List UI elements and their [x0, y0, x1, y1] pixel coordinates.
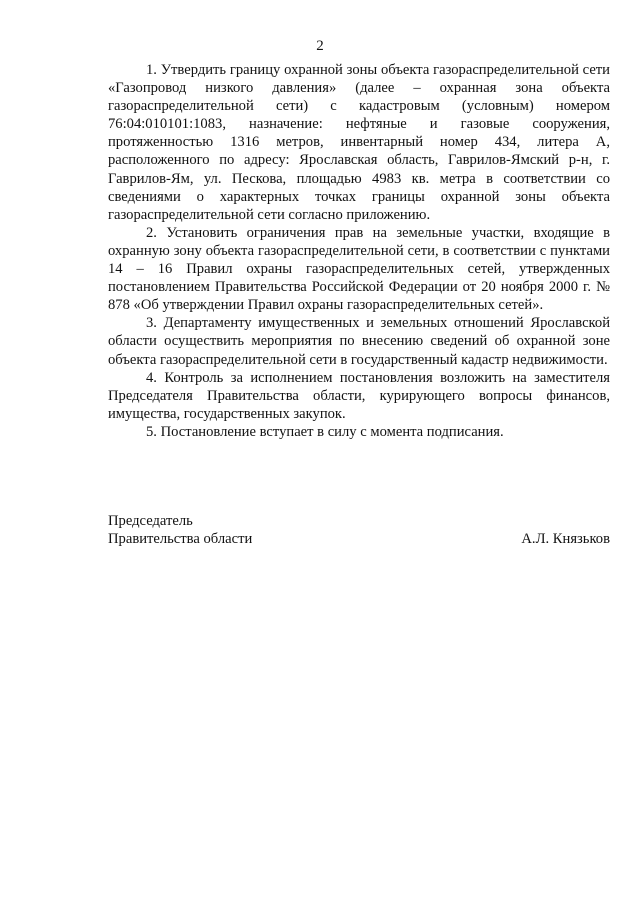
- signature-row: [108, 530, 610, 548]
- paragraph-4: 4. Контроль за исполнением постановления возложить на заместителя Председателя Правительства области, курирующего вопросы финансов, имущества, государственных закупок.: [108, 369, 610, 422]
- signatory-title-line2: Правительства области: [108, 531, 253, 547]
- paragraph-1: 1. Утвердить границу охранной зоны объекта газораспределительной сети «Газопровод низкого давления» (далее – охранная зона объекта газораспределительной сети) с кадастровым (условным) номером 76:04:010101:1083, назначение: нефтяные и газовые сооружения, протяженностью 1316 метров, инвентарный номер 434, литера А, расположенного по адресу: Ярославская область, Гаврилов-Ямский р-н, г. Гаврилов-Ям, ул. Пескова, площадью 4983 кв. метра в соответствии со сведениями о характерных точках границы охранной зоны объекта газораспределительной сети согласно приложению.: [108, 62, 610, 223]
- signatory-name: А.Л. Князьков: [521, 531, 610, 547]
- paragraph-5: 5. Постановление вступает в силу с момента подписания.: [146, 423, 504, 440]
- signature-block: [108, 512, 610, 548]
- paragraph-2: 2. Установить ограничения прав на земельные участки, входящие в охранную зону объекта газораспределительной сети, в соответствии с пунктами 14 – 16 Правил охраны газораспределительных сетей, утвержденных постановлением Правительства Российской Федерации от 20 ноября 2000 г. № 878 «Об утверждении Правил охраны газораспределительных сетей».: [108, 224, 610, 314]
- signatory-title-line1: Председатель: [108, 513, 193, 529]
- page-number: 2: [316, 38, 324, 54]
- paragraph-3: 3. Департаменту имущественных и земельных отношений Ярославской области осуществить мероприятия по внесению сведений об охранной зоне объекта газораспределительной сети в государственный кадастр недвижимости.: [108, 315, 610, 368]
- document-body: [108, 61, 610, 441]
